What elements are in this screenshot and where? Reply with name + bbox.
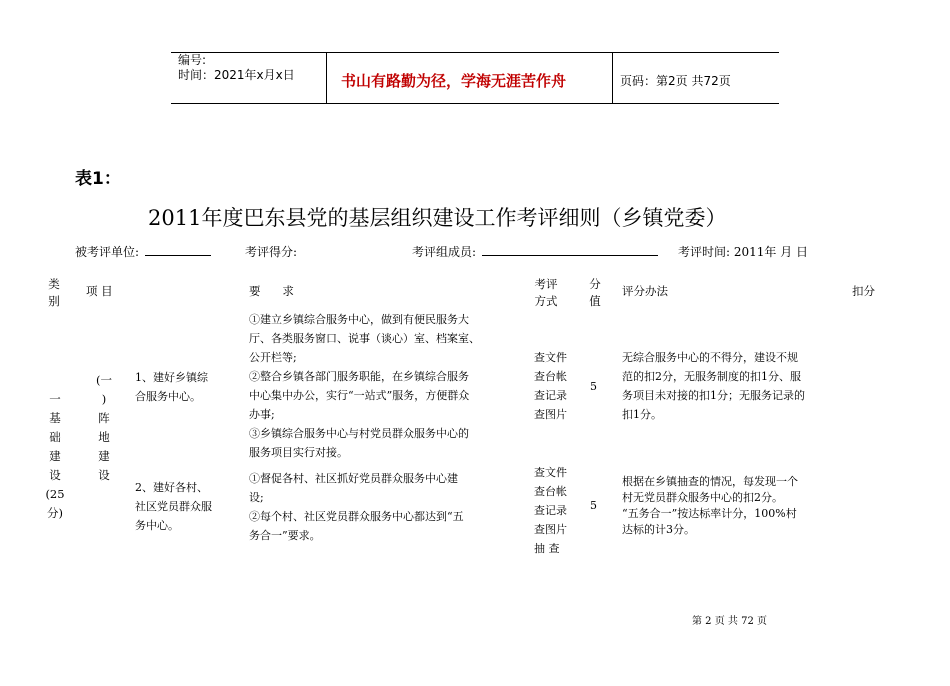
number-label: 编号: bbox=[178, 53, 207, 67]
page-title: 2011年度巴东县党的基层组织建设工作考评细则（乡镇党委） bbox=[148, 206, 727, 230]
header-divider-2 bbox=[612, 52, 613, 103]
page-info: 页码：第2页 共72页 bbox=[620, 74, 731, 88]
header-category: 类别 bbox=[48, 277, 60, 308]
header-scoring: 评分办法 bbox=[622, 284, 668, 298]
motto: 书山有路勤为径，学海无涯苦作舟 bbox=[341, 72, 567, 90]
header-meta bbox=[178, 53, 295, 83]
evaluated-unit bbox=[75, 243, 211, 260]
table-row-1-method: 查文件 查台帐 查记录 查图片 bbox=[534, 351, 567, 421]
item-group-column: (一 ) 阵 地 建 设 bbox=[96, 373, 112, 482]
members-label: 考评组成员: bbox=[412, 245, 477, 259]
table-row-1-item: 1、建好乡镇综 合服务中心。 bbox=[135, 371, 208, 403]
evaluated-unit-blank[interactable] bbox=[145, 243, 211, 256]
header-deduct: 扣分 bbox=[852, 284, 875, 298]
table-row-2-scoring: 根据在乡镇抽查的情况，每发现一个 村无党员群众服务中心的扣2分。 “五务合一”按达标率计分，100%村 达标的计3分。 bbox=[622, 475, 798, 536]
category-column: 一 基 础 建 设 (25 分) bbox=[45, 392, 65, 520]
table-row-1-scoring: 无综合服务中心的不得分，建设不规 范的扣2分，无服务制度的扣1分、服 务项目未对接的扣1分；无服务记录的 扣1分。 bbox=[622, 351, 805, 421]
evaluated-unit-label: 被考评单位: bbox=[75, 245, 140, 259]
header-bottom-rule bbox=[171, 103, 779, 104]
header-points: 分值 bbox=[589, 277, 601, 308]
table-row-2-requirement: ①督促各村、社区抓好党员群众服务中心建 设; ②每个村、社区党员群众服务中心都达到“五 务合一”要求。 bbox=[249, 472, 464, 542]
time-label: 时间：2021年x月x日 bbox=[178, 68, 295, 82]
table-row-2-points: 5 bbox=[590, 499, 597, 512]
header-method: 考评方式 bbox=[534, 277, 558, 308]
table-row-2-method: 查文件 查台帐 查记录 查图片 抽 查 bbox=[534, 466, 567, 555]
members-blank[interactable] bbox=[482, 243, 658, 256]
header-item: 项 目 bbox=[86, 284, 113, 298]
score-label: 考评得分: bbox=[245, 245, 298, 259]
table-row-1-requirement: ①建立乡镇综合服务中心，做到有便民服务大 厅、各类服务窗口、说事（谈心）室、档案室、 公开栏等; ②整合乡镇各部门服务职能，在乡镇综合服务 中心集中办公，实行“一站式”服务，方便群众 办事; ③乡镇综合服务中心与村党员群众服务中心的 服务项目实行对接。 bbox=[249, 313, 480, 459]
table-row-2-item: 2、建好各村、 社区党员群众服 务中心。 bbox=[135, 481, 212, 532]
header-divider-1 bbox=[326, 52, 327, 103]
eval-time: 考评时间: 2011年 月 日 bbox=[678, 245, 809, 259]
header-requirement: 要 求 bbox=[249, 284, 294, 298]
table-row-1-points: 5 bbox=[590, 380, 597, 393]
members bbox=[412, 243, 658, 260]
page-footer: 第 2 页 共 72 页 bbox=[692, 616, 767, 627]
table-label: 表1： bbox=[75, 169, 121, 189]
